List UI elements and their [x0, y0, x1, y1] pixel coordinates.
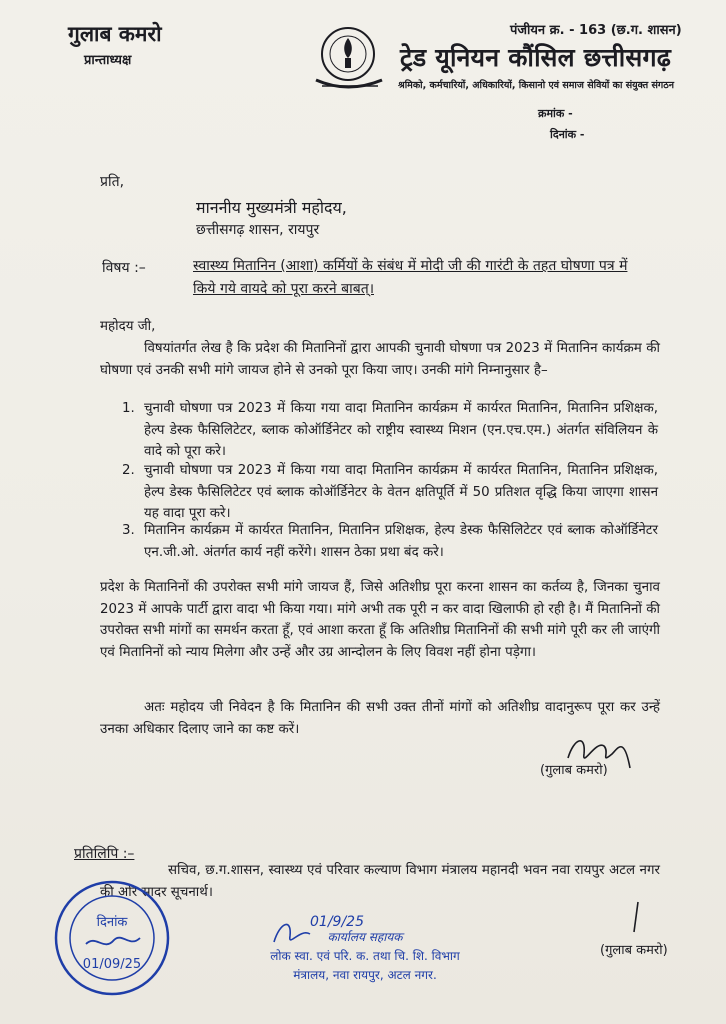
date-label: दिनांक -	[550, 128, 585, 141]
stamp-label: दिनांक	[96, 915, 128, 930]
round-received-stamp	[52, 878, 172, 998]
copy-signatory-name: (गुलाब कमरो)	[600, 943, 668, 958]
copy-label: प्रतिलिपि :–	[74, 846, 135, 862]
organization-subtitle: श्रमिको, कर्मचारियों, अधिकारियों, किसानो एवं समाज सेवियों का संयुक्त संगठन	[398, 80, 675, 91]
paragraph-request: अतः महोदय जी निवेदन है कि मितानिन की सभी उक्त तीनों मांगों को अतिशीघ्र वादानुरूप पूरा कर उन्हें उनका अधिकार दिलाए जाने का कष्ट करें।	[100, 700, 660, 737]
salutation: महोदय जी,	[100, 319, 156, 334]
demand-text: चुनावी घोषणा पत्र 2023 में किया गया वादा मितानिन कार्यक्रम में कार्यरत मितानिन, मितानिन प्रशिक्षक, हेल्प डेस्क फैसिलिटेटर एवं ब्लाक कोऑर्डिनेटर के वेतन क्षतिपूर्ति में 50 प्रतिशत वृद्धि किया जाएगा शासन यह वादा पूरा करे।	[144, 463, 658, 521]
demand-number: 2.	[122, 463, 135, 478]
union-logo-emblem	[312, 24, 390, 94]
office-address: मंत्रालय, नवा रायपुर, अटल नगर.	[293, 968, 437, 982]
demand-text: चुनावी घोषणा पत्र 2023 में किया गया वादा मितानिन कार्यक्रम में कार्यरत मितानिन, मितानिन प्रशिक्षक, हेल्प डेस्क फैसिलिटेटर, ब्लाक कोऑर्डिनेटर को राष्ट्रीय स्वास्थ्य मिशन (एन.एच.एम.) अंतर्गत संविलियन के वादे को पूरा करे।	[144, 401, 658, 459]
organization-name: ट्रेड यूनियन कौंसिल छत्तीसगढ़	[400, 43, 672, 72]
subject-label: विषय :–	[102, 260, 146, 276]
copy-signature-mark	[626, 900, 646, 936]
addressee-line-1: माननीय मुख्यमंत्री महोदय,	[196, 198, 347, 217]
demand-item	[122, 520, 658, 563]
sender-designation: प्रान्ताध्यक्ष	[84, 53, 132, 68]
office-receipt-stamp	[250, 928, 480, 983]
paragraph-support: प्रदेश के मितानिनों की उपरोक्त सभी मांगे जायज हैं, जिसे अतिशीघ्र पूरा करना शासन का कर्तव्य है, जिनका चुनाव 2023 में आपके पार्टी द्वारा वादा भी किया गया। मांगे अभी तक पूरी न कर वादा खिलाफी हो रही है। मैं मितानिनों की उपरोक्त सभी मांगों का समर्थन करता हूँ, एवं आशा करता हूँ कि अतिशीघ्र मितानिनों की सभी मांगे पूरी कर ली जाएंगी एवं मितानिनों को न्याय मिलेगा और उन्हें और उग्र आन्दोलन के लिए विवश नहीं होना पड़ेगा।	[100, 580, 660, 660]
demand-number: 1.	[122, 401, 135, 416]
subject-text: स्वास्थ्य मितानिन (आशा) कर्मियों के संबंध में मोदी जी की गारंटी के तहत घोषणा पत्र में किये गये वायदे को पूरा करने बाबत्।	[193, 258, 628, 297]
registration-number: पंजीयन क्र. - 163 (छ.ग. शासन)	[510, 23, 682, 38]
paragraph-intro: विषयांतर्गत लेख है कि प्रदेश की मितानिनों द्वारा आपकी चुनावी घोषणा पत्र 2023 में मितानिन कार्यक्रम की घोषणा एवं उनकी सभी मांगे जायज होने से उनको पूरा किया जाए। उनकी मांगे निम्नानुसार है–	[100, 341, 660, 378]
signatory-name: (गुलाब कमरो)	[540, 763, 608, 778]
demand-item	[122, 460, 658, 525]
reference-number-label: क्रमांक -	[538, 107, 573, 120]
addressee-line-2: छत्तीसगढ़ शासन, रायपुर	[196, 222, 320, 238]
to-label: प्रति,	[100, 174, 125, 190]
stamp-date: 01/09/25	[82, 957, 142, 972]
office-title: कार्यालय सहायक	[327, 930, 403, 944]
demand-text: मितानिन कार्यक्रम में कार्यरत मितानिन, मितानिन प्रशिक्षक, हेल्प डेस्क फैसिलिटेटर एवं ब्लाक कोऑर्डिनेटर एन.जी.ओ. अंतर्गत कार्य नहीं करेंगे। शासन ठेका प्रथा बंद करे।	[144, 523, 658, 560]
demand-number: 3.	[122, 523, 135, 538]
sender-name: गुलाब कमरो	[68, 22, 162, 46]
received-date: 01/9/25	[310, 914, 364, 930]
copy-recipient: सचिव, छ.ग.शासन, स्वास्थ्य एवं परिवार कल्याण विभाग मंत्रालय महानदी भवन नवा रायपुर अटल नगर की ओर सादर सूचनार्थ।	[100, 863, 660, 900]
demand-item	[122, 398, 658, 463]
office-department: लोक स्वा. एवं परि. क. तथा चि. शि. विभाग	[270, 949, 460, 963]
